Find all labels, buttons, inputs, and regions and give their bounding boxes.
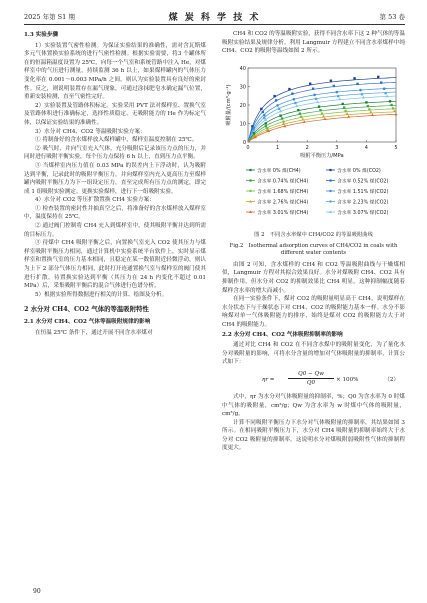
data-point <box>390 104 392 106</box>
paragraph: 计算不同吸附平衡压力下水分对气体吸附量的抑制率，其结果如图 3 所示。在相同吸附平衡压力下，水分对 CH4 吸附量的抑制率始终大于水分对 CO2 吸附量的抑制率，这说明水分对煤吸附弱吸附性气体的抑制程度更大。 <box>222 419 405 452</box>
data-point <box>262 111 264 113</box>
paragraph: ① 检查装置的密封性并抽真空之后，将准备好的含水煤样放入煤样室中，温度保持在 25℃。 <box>24 205 206 221</box>
right-column <box>222 30 405 453</box>
data-point <box>282 122 285 125</box>
equation-numerator: Q0 − Qw <box>288 370 334 379</box>
legend-label: 含水率 0.74% 煤(CH4) <box>257 179 309 185</box>
data-point <box>333 85 335 87</box>
data-point <box>343 106 345 108</box>
left-column <box>24 30 206 337</box>
x-tick-label: 1 <box>276 144 280 151</box>
data-point <box>275 99 277 101</box>
data-point <box>265 122 267 124</box>
legend-label: 含水率 0% 煤(CO2) <box>337 168 381 174</box>
data-point <box>368 108 371 111</box>
paragraph: 式中，ηr 为水分对气体吸附量的抑制率，%；Q0 为含水率为 0 时煤中气体的吸附量，cm³/g；Qw 为含水率为 w 时煤中气体的吸附量，cm³/g。 <box>222 393 405 418</box>
section-2-title: 2 水分对 CH4、CO2 气体的等温吸附特性 <box>24 305 149 314</box>
paragraph: 通过对比 CH4 和 CO2 在不同含水煤中的吸附量变化，为了量化水分对吸附量的影响，可将水分含量的增加对气体吸附量的抑制率，计算公式如下： <box>222 342 405 366</box>
figure-caption-cn: 图 2 不同含水率煤中 CH4/CO2 的等温吸附曲线 <box>254 231 373 238</box>
legend-label: 含水率 2.23% 煤(CO2) <box>337 200 389 206</box>
adsorption-chart <box>222 58 405 228</box>
data-point <box>263 116 266 119</box>
section-2-2-title: 2.2 水分对 CH4、CO2 气体吸附抑制率的影响 <box>222 331 343 338</box>
paragraph: 5）根据实验所得数据进行相关的计算、绘图及分析。 <box>35 291 168 298</box>
data-point <box>380 81 382 83</box>
data-point <box>377 75 379 77</box>
data-point <box>365 101 367 103</box>
data-point <box>323 117 326 120</box>
paragraph: ③ 待煤中 CH4 吸附平衡之后，向置换气室充入 CO2 使其压力与煤样室吸附平衡压力相同，通过计算机中实验系统平台软件上，实时显示煤样室和置换气室的压力基本相同，且稳定在某一数值附近轻微浮动，则认为上下 2 部分气体压力相同，此时打开连通置换气室与煤样室的阀门使其进行扩散。待置换实验达到平衡（其压力在 24 h 内变化不超过 0.01 MPa）后，采集吸附平衡后的混合气体进行色谱分析。 <box>24 240 206 290</box>
y-tick-label: 20 <box>239 102 246 109</box>
legend-marker <box>249 169 251 171</box>
paragraph: 4）水分对 CO2 等压扩散置换 CH4 实验方案： <box>35 197 155 204</box>
x-tick-label: 4 <box>364 144 368 151</box>
paragraph: ② 吸气时，并向气室充入气体，充分吸附后记录该压力点的压力，并同时进行吸附平衡实验，每个压力点保持 6 h 以上，直到压力点平衡。 <box>24 145 206 161</box>
data-point <box>260 107 262 109</box>
data-point <box>344 110 347 113</box>
journal-title: 煤 炭 科 学 技 术 <box>168 13 261 23</box>
paragraph: ③ 当煤样室内压力值在 0.03 MPa 的误差内上下浮动时，认为吸附达到平衡，记录此时的吸附平衡压力，并向煤样室内充入更高压力至煤样罐内吸附平衡压力为下一组设定压力，直至完成所有压力点的测定，即完成 1 组吸附实验测定。更换实验煤样，进行下一组吸附实验。 <box>24 162 206 195</box>
data-point <box>288 88 290 90</box>
volume-label: 第 53 卷 <box>379 13 405 21</box>
data-point <box>322 114 325 117</box>
data-point <box>353 77 355 79</box>
data-point <box>342 102 344 104</box>
x-tick-label: 3 <box>335 144 339 151</box>
series-line <box>248 105 396 142</box>
legend-marker <box>329 179 331 181</box>
legend-label: 含水率 1.68% 煤(CH4) <box>257 189 309 195</box>
equation-tail: × 100% <box>336 376 359 383</box>
figure-caption-en: Fig.2 Isothermal adsorption curves of CH4/CO2 in coals with different water contents <box>229 242 398 256</box>
data-point <box>346 112 349 115</box>
header-rule <box>24 24 405 25</box>
series-line <box>248 96 396 142</box>
page-header <box>24 9 405 23</box>
data-point <box>362 96 365 99</box>
paragraph: 在同一实验条件下，煤对 CO2 的吸附量明显高于 CH4，说明煤样在水分状态下与干燥状态下对 CH4、CO2 的吸附能力基本一样。水分不影响煤对单一气体吸附能力的排序，始终是煤对 CO2 的吸附能力大于对 CH4 的吸附能力。 <box>222 296 405 328</box>
data-point <box>319 109 321 111</box>
section-1-3-title: 1.3 实验步骤 <box>24 32 59 38</box>
paragraph: ① 将制备好的含水煤样放入煤样罐中，煤样室温度控制在 25℃。 <box>35 137 198 144</box>
data-point <box>312 87 314 89</box>
legend-marker <box>329 190 331 192</box>
data-point <box>337 95 340 98</box>
data-point <box>392 107 395 110</box>
y-tick-label: 10 <box>239 121 246 128</box>
page-number: 90 <box>33 588 41 595</box>
data-point <box>295 104 298 107</box>
data-point <box>356 82 358 84</box>
legend-marker <box>329 169 331 171</box>
data-point <box>300 115 303 118</box>
x-tick-label: 0 <box>246 144 250 151</box>
x-tick-label: 5 <box>394 144 398 151</box>
y-tick-label: 0 <box>242 139 246 146</box>
data-point <box>361 93 364 96</box>
data-point <box>321 112 324 115</box>
equation-2 <box>222 370 405 390</box>
x-tick-label: 2 <box>305 144 309 151</box>
legend-marker <box>329 200 331 202</box>
section-2-1-title: 2.1 水分对 CH4、CO2 气体等温吸附规律的影响 <box>24 319 151 325</box>
data-point <box>263 114 266 117</box>
data-point <box>276 104 279 107</box>
series-line <box>248 101 396 142</box>
paragraph: 3）水分对 CH4、CO2 等温吸附实验方案： <box>35 128 146 135</box>
data-point <box>367 105 369 107</box>
data-point <box>347 115 350 118</box>
data-point <box>293 98 296 101</box>
data-point <box>278 107 281 110</box>
data-point <box>294 101 297 104</box>
data-point <box>309 82 311 84</box>
data-point <box>386 94 389 97</box>
y-axis-label: 吸附量/(cm³·g⁻¹) <box>226 84 232 126</box>
y-tick-label: 30 <box>239 84 246 91</box>
equation-fraction <box>288 370 334 387</box>
data-point <box>297 109 299 111</box>
data-point <box>315 97 318 100</box>
data-point <box>313 93 316 96</box>
data-point <box>273 95 275 97</box>
legend-label: 含水率 1.51% 煤(CO2) <box>337 189 389 195</box>
equation-denominator: Q0 <box>306 379 316 386</box>
data-point <box>384 92 387 95</box>
data-point <box>316 100 319 103</box>
data-point <box>265 125 267 127</box>
paragraph: 2）实验装置及管路体积标定。实验采用 PVT 法对煤样室、置换气室及管路体积进行准确标定，选择性质稳定、无吸附能力的 He 作为标定气体，以保证实验结果的准确性。 <box>24 102 206 126</box>
issue-label: 2025 年第 S1 期 <box>24 13 75 21</box>
legend-marker <box>249 190 251 192</box>
data-point <box>338 97 341 100</box>
figure-2 <box>222 58 405 228</box>
data-point <box>281 117 283 119</box>
legend-label: 含水率 0.52% 煤(CO2) <box>337 179 389 185</box>
data-point <box>371 113 374 116</box>
data-point <box>393 109 396 112</box>
data-point <box>303 120 306 123</box>
data-point <box>359 88 362 91</box>
paragraph: 在恒温 25℃ 条件下，通过开展不同含水率煤对 <box>35 329 153 336</box>
data-point <box>383 87 386 90</box>
data-point <box>299 112 301 114</box>
legend-label: 含水率 2.76% 煤(CH4) <box>257 200 309 206</box>
y-tick-label: 40 <box>239 65 246 72</box>
paragraph: CH4 和 CO2 的等温吸附实验，获得不同含水率下这 2 种气体的等温吸附实验结果及规律分析。利用 Langmuir 方程建立不同含水率煤样中纯 CH4、CO2 的吸附等温线如图 2 所示。 <box>222 31 405 55</box>
data-point <box>330 79 332 81</box>
data-point <box>389 100 391 102</box>
equation-number: （2） <box>384 376 399 383</box>
legend-label: 含水率 3.07% 煤(CO2) <box>337 210 389 216</box>
legend-label: 含水率 0% 煤(CH4) <box>257 168 301 174</box>
data-point <box>291 92 293 94</box>
legend-label: 含水率 3.01% 煤(CH4) <box>257 210 309 216</box>
x-axis-label: 吸附平衡压力/MPa <box>300 152 344 159</box>
paragraph: 1）实验装置气密性检测。为保证实验结果的准确性，需对含瓦斯煤多元气体置换实验系统的进行气密性检测。根据实验需要，将3 个罐体所在的恒温箱温度设置为 25℃，向每一个气室和系统管路中注入 He，对煤样室中的气压进行测量，持续监测 36 h 以上，如果煤样罐内的气体压力变化率在 0.001～0.003 MPa/h 之间，则认为实验装置具有良好的密封性。反之，则说明装置存在漏气现象，可通过涂抹肥皂水确定漏气位置，重新安装检测，直至气密性完好。 <box>24 42 206 101</box>
series-line <box>248 82 396 142</box>
paragraph: ② 通过阀门控制将 CH4 充入到煤样室中，使其吸附平衡并达到所需的目标压力。 <box>24 223 206 238</box>
series-line <box>248 114 396 142</box>
data-point <box>279 114 281 116</box>
data-point <box>318 105 320 107</box>
equation-lhs: ηr = <box>262 376 275 383</box>
data-point <box>336 91 339 94</box>
legend-marker <box>249 179 251 181</box>
data-point <box>369 110 372 113</box>
paragraph: 由图 2 可知，含水煤样的 CH4 和 CO2 等温吸附曲线与干燥煤相似，Langmuir 方程对其拟合效果良好。水分对煤吸附 CH4、CO2 具有抑制作用，但水分对 CO2 的抑制效果比 CH4 明显，这种抑制幅度随着煤样含水率的增大而减小。 <box>222 261 405 294</box>
